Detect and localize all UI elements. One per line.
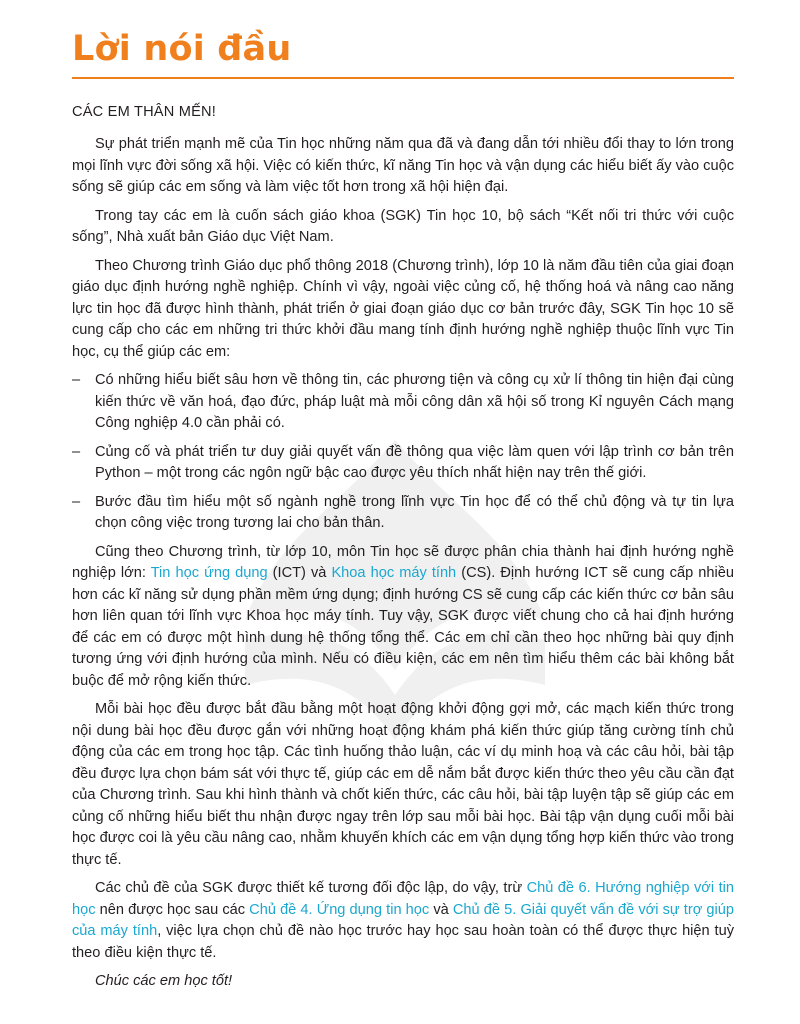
paragraph-4 <box>72 542 734 693</box>
bullet-dash: – <box>72 443 81 460</box>
closing-line: Chúc các em học tốt! <box>95 973 233 989</box>
link-khoa-hoc-may-tinh[interactable]: Khoa học máy tính <box>331 565 457 581</box>
list-item-text: Củng cố và phát triển tư duy giải quyết vấn đề thông qua việc làm quen với lập trình cơ bản trên Python – một trong các ngôn ngữ bậc cao được yêu thích nhất hiện nay trên thế giới. <box>95 443 734 481</box>
paragraph-6-text: , việc lựa chọn chủ đề nào học trước hay học sau hoàn toàn có thể được thực hiện tuỳ theo điều kiện thực tế. <box>72 923 735 961</box>
list-item <box>72 370 734 435</box>
page-title: Lời nói đầu <box>72 29 292 69</box>
paragraph-3: Theo Chương trình Giáo dục phổ thông 2018 (Chương trình), lớp 10 là năm đầu tiên của giai đoạn giáo dục định hướng nghề nghiệp. Chính vì vậy, ngoài việc củng cố, hệ thống hoá và nâng cao năng lực tin học đã được hình thành, phát triển ở giai đoạn giáo dục cơ bản trước đây, SGK Tin học 10 sẽ cung cấp cho các em những tri thức khởi đầu mang tính định hướng nghề nghiệp thuộc lĩnh vực Tin học, cụ thể giúp các em: <box>72 257 734 360</box>
list-item-text: Bước đầu tìm hiểu một số ngành nghề trong lĩnh vực Tin học để có thể chủ động và tự tin lựa chọn công việc trong tương lai cho bản thân. <box>95 493 734 531</box>
goal-list <box>72 370 734 535</box>
link-chu-de-6[interactable]: Chủ đề 6. Hướng nghiệp với tin học <box>72 880 734 918</box>
paragraph-4-text: (CS). Định hướng ICT sẽ cung cấp nhiều hơn các kĩ năng sử dụng phần mềm ứng dụng; định hướng CS sẽ cung cấp các kiến thức cơ bản sâu hơn liên quan tới lĩnh vực Khoa học máy tính. Tuy vậy, SGK được viết chung cho cả hai định hướng để các em có được một hình dung hệ thống tổng thể. Các em chỉ cần theo học những bài quy định tương ứng với định hướng của mình. Nếu có điều kiện, các em nên tìm hiểu thêm các bài không bắt buộc để mở rộng kiến thức. <box>72 565 734 689</box>
bullet-dash: – <box>72 493 81 510</box>
paragraph-4-text: Cũng theo Chương trình, từ lớp 10, môn Tin học sẽ được phân chia thành hai định hướng nghề nghiệp lớn: <box>72 543 734 581</box>
paragraph-6-text: nên được học sau các <box>95 901 250 918</box>
paragraph-2: Trong tay các em là cuốn sách giáo khoa (SGK) Tin học 10, bộ sách “Kết nối tri thức với cuộc sống”, Nhà xuất bản Giáo dục Việt Nam. <box>72 207 734 245</box>
paragraph-6-text: và <box>429 901 453 918</box>
list-item <box>72 442 734 485</box>
link-chu-de-4[interactable]: Chủ đề 4. Ứng dụng tin học <box>249 901 430 918</box>
paragraph-6-text: Các chủ đề của SGK được thiết kế tương đối độc lập, do vậy, trừ <box>95 880 527 896</box>
link-chu-de-5[interactable]: Chủ đề 5. Giải quyết vấn đề với sự trợ giúp của máy tính <box>72 901 735 939</box>
greeting: CÁC EM THÂN MẾN! <box>72 104 217 120</box>
page-content <box>72 28 734 991</box>
list-item-text: Có những hiểu biết sâu hơn về thông tin, các phương tiện và công cụ xử lí thông tin hiện đại cùng kiến thức về văn hoá, đạo đức, pháp luật mà mỗi công dân xã hội số trong Kỉ nguyên Cách mạng Công nghiệp 4.0 cần phải có. <box>95 372 734 431</box>
link-tin-hoc-ung-dung[interactable]: Tin học ứng dụng <box>150 565 268 581</box>
list-item <box>72 492 734 535</box>
paragraph-5: Mỗi bài học đều được bắt đầu bằng một hoạt động khởi động gợi mở, các mạch kiến thức trong nội dung bài học đều được gắn với những hoạt động khám phá kiến thức giúp tăng cường tính chủ động của các em trong học tập. Các tình huống thảo luận, các ví dụ minh hoạ và các câu hỏi, bài tập đều được lựa chọn bám sát với thực tế, giúp các em dễ nắm bắt được kiến thức theo yêu cầu cần đạt của Chương trình. Sau khi hình thành và chốt kiến thức, các câu hỏi, bài tập luyện tập sẽ giúp các em củng cố những hiểu biết thu nhận được ngay trên lớp sau mỗi bài học. Bài tập vận dụng cuối mỗi bài học được coi là yêu cầu nâng cao, nhằm khuyến khích các em vận dụng tổng hợp kiến thức vào trong thực tế. <box>72 701 734 868</box>
paragraph-6 <box>72 878 734 964</box>
title-divider <box>72 77 734 79</box>
paragraph-1: Sự phát triển mạnh mẽ của Tin học những năm qua đã và đang dẫn tới nhiều đổi thay to lớn trong mọi lĩnh vực đời sống xã hội. Việc có kiến thức, kĩ năng Tin học và vận dụng các hiểu biết ấy vào cuộc sống sẽ giúp các em sống và làm việc tốt hơn trong xã hội hiện đại. <box>72 136 734 195</box>
paragraph-4-text: (ICT) và <box>267 565 332 581</box>
bullet-dash: – <box>72 372 81 388</box>
